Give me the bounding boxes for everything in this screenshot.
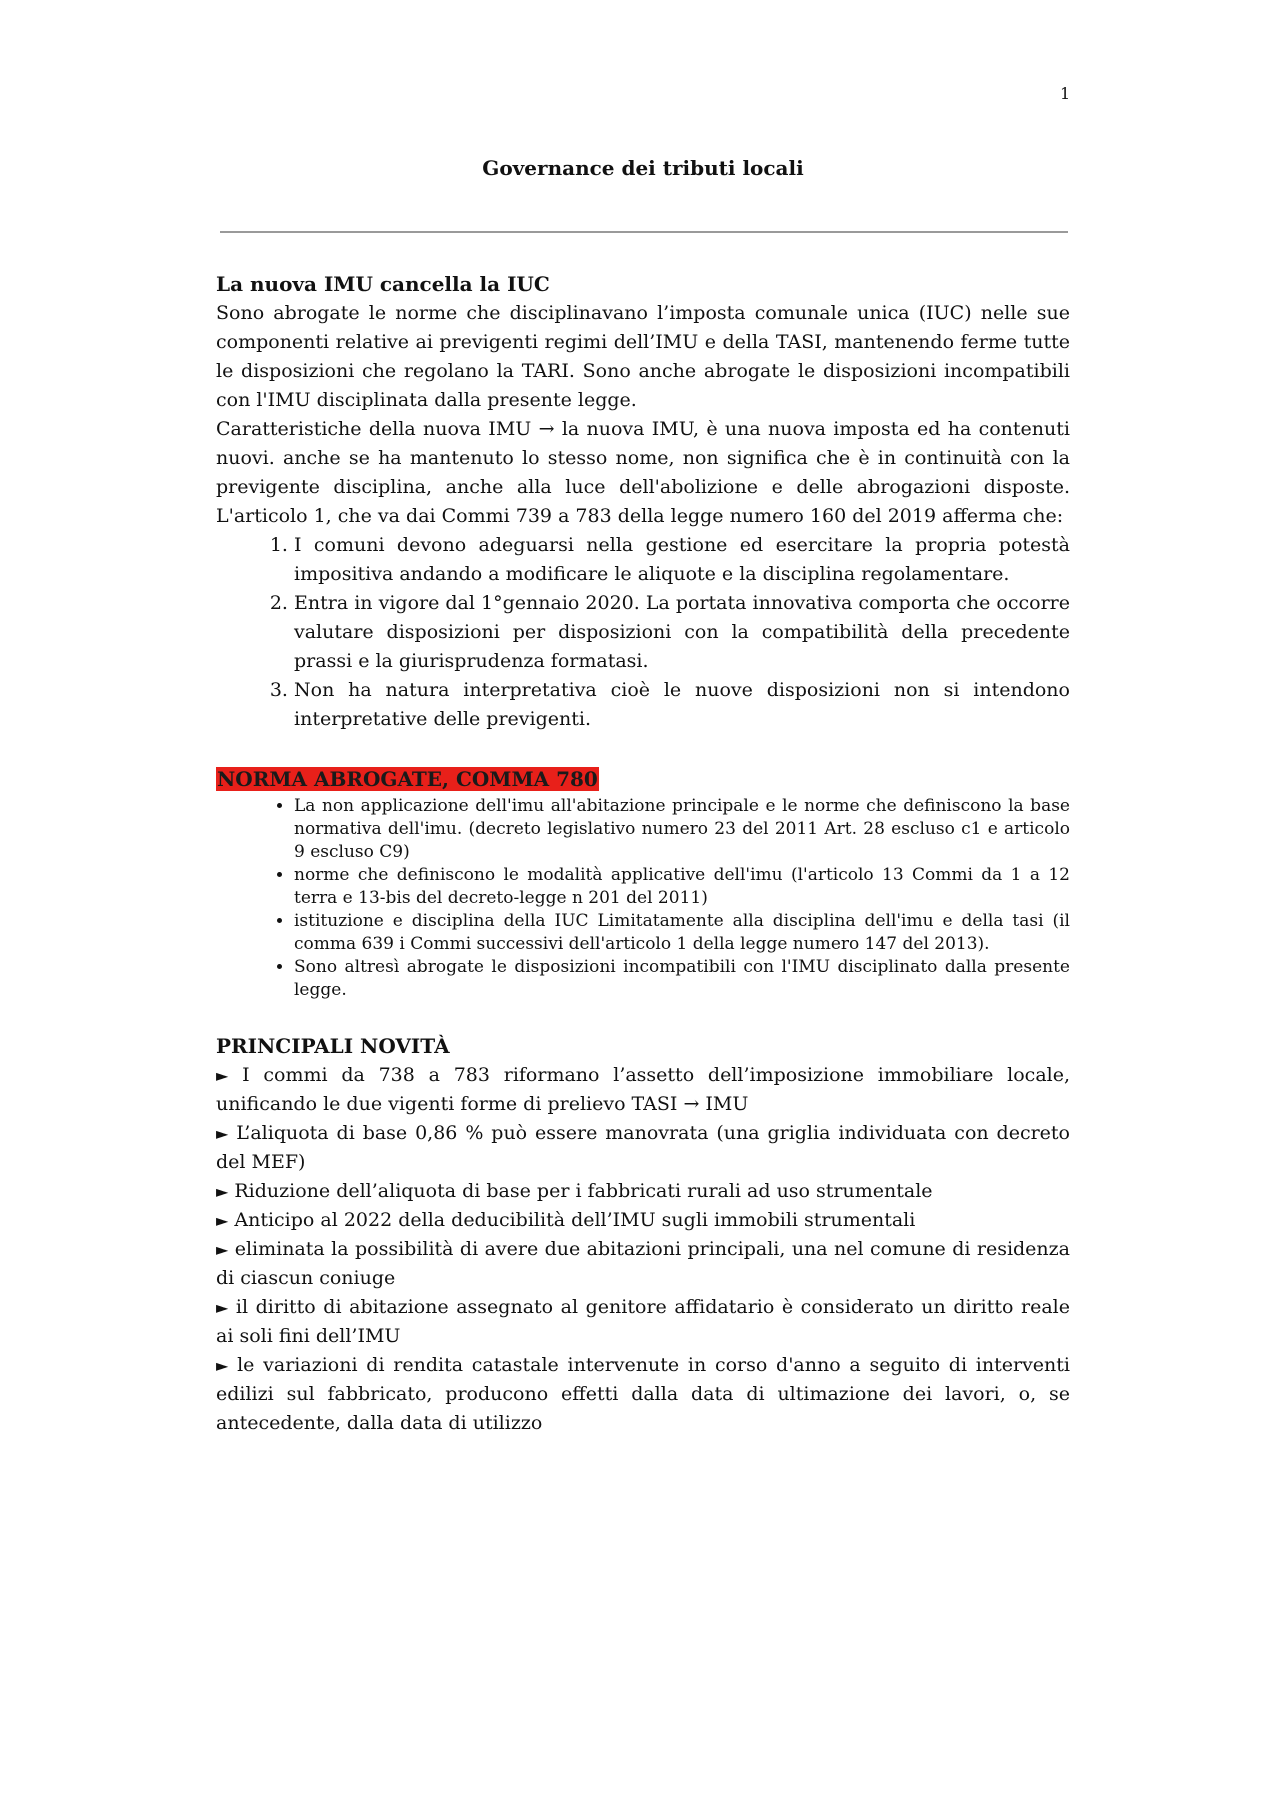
horizontal-divider	[220, 231, 1068, 233]
triangle-pointer-icon: ►	[216, 1182, 229, 1201]
numbered-list-item: 1. I comuni devono adeguarsi nella gestione ed esercitare la propria potestà impositiva andando a modificare le aliquote e la disciplina regolamentare.	[294, 531, 1070, 589]
novita-item-text: Anticipo al 2022 della deducibilità dell’IMU sugli immobili strumentali	[234, 1209, 916, 1231]
triangle-pointer-icon: ►	[216, 1066, 229, 1085]
triangle-pointer-icon: ►	[216, 1240, 229, 1259]
novita-item-text: il diritto di abitazione assegnato al genitore affidatario è considerato un diritto reale ai soli fini dell’IMU	[216, 1296, 1070, 1347]
triangle-pointer-icon: ►	[216, 1298, 229, 1317]
highlighted-heading-text: NORMA ABROGATE, COMMA 780	[217, 767, 598, 791]
bullet-list-item: • norme che definiscono le modalità applicative dell'imu (l'articolo 13 Commi da 1 a 12 terra e 13-bis del decreto-legge n 201 del 2011)	[294, 864, 1070, 910]
document-body	[216, 270, 1070, 1438]
numbered-list-item: 2. Entra in vigore dal 1°gennaio 2020. La portata innovativa comporta che occorre valutare disposizioni per disposizioni con la compatibilità della precedente prassi e la giurisprudenza formatasi.	[294, 589, 1070, 676]
triangle-pointer-icon: ►	[216, 1124, 229, 1143]
novita-item	[216, 1293, 1070, 1351]
bullet-list-item: • Sono altresì abrogate le disposizioni incompatibili con l'IMU disciplinato dalla presente legge.	[294, 956, 1070, 1002]
novita-item-text: I commi da 738 a 783 riformano l’assetto dell’imposizione immobiliare locale, unificando le due vigenti forme di prelievo TASI → IMU	[216, 1064, 1071, 1115]
document-title: Governance dei tributi locali	[482, 156, 804, 180]
novita-item	[216, 1061, 1070, 1119]
section-heading-iuc: La nuova IMU cancella la IUC	[216, 272, 550, 296]
triangle-pointer-icon: ►	[216, 1356, 229, 1375]
novita-item-text: eliminata la possibilità di avere due abitazioni principali, una nel comune di residenza di ciascun coniuge	[216, 1238, 1070, 1289]
section-heading-norme-abrogate	[216, 767, 1070, 792]
section-heading-principali-novita: PRINCIPALI NOVITÀ	[216, 1034, 450, 1058]
triangle-pointer-icon: ►	[216, 1211, 229, 1230]
numbered-list-item: 3. Non ha natura interpretativa cioè le nuove disposizioni non si intendono interpretative delle previgenti.	[294, 676, 1070, 734]
novita-item	[216, 1351, 1070, 1438]
novita-item	[216, 1119, 1070, 1177]
bullet-list	[216, 795, 1070, 1002]
numbered-list	[216, 531, 1070, 734]
page-number: 1	[1060, 84, 1071, 103]
novita-item-text: L’aliquota di base 0,86 % può essere manovrata (una griglia individuata con decreto del MEF)	[216, 1122, 1070, 1173]
novita-item	[216, 1235, 1070, 1293]
novita-item	[216, 1206, 1070, 1235]
paragraph: Sono abrogate le norme che disciplinavano l’imposta comunale unica (IUC) nelle sue componenti relative ai previgenti regimi dell’IMU e della TASI, mantenendo ferme tutte le disposizioni che regolano la TARI. Sono anche abrogate le disposizioni incompatibili con l'IMU disciplinata dalla presente legge.	[216, 302, 1070, 411]
bullet-list-item: • La non applicazione dell'imu all'abitazione principale e le norme che definiscono la base normativa dell'imu. (decreto legislativo numero 23 del 2011 Art. 28 escluso c1 e articolo 9 escluso C9)	[294, 795, 1070, 864]
paragraph: Caratteristiche della nuova IMU → la nuova IMU, è una nuova imposta ed ha contenuti nuovi. anche se ha mantenuto lo stesso nome, non significa che è in continuità con la previgente disciplina, anche alla luce dell'abolizione e delle abrogazioni disposte. L'articolo 1, che va dai Commi 739 a 783 della legge numero 160 del 2019 afferma che:	[216, 418, 1070, 527]
bullet-list-item: • istituzione e disciplina della IUC Limitatamente alla disciplina dell'imu e della tasi (il comma 639 i Commi successivi dell'articolo 1 della legge numero 147 del 2013).	[294, 910, 1070, 956]
novita-item-text: Riduzione dell’aliquota di base per i fabbricati rurali ad uso strumentale	[234, 1180, 933, 1202]
novita-item	[216, 1177, 1070, 1206]
novita-item-text: le variazioni di rendita catastale intervenute in corso d'anno a seguito di interventi edilizi sul fabbricato, producono effetti dalla data di ultimazione dei lavori, o, se antecedente, dalla data di utilizzo	[216, 1354, 1070, 1434]
